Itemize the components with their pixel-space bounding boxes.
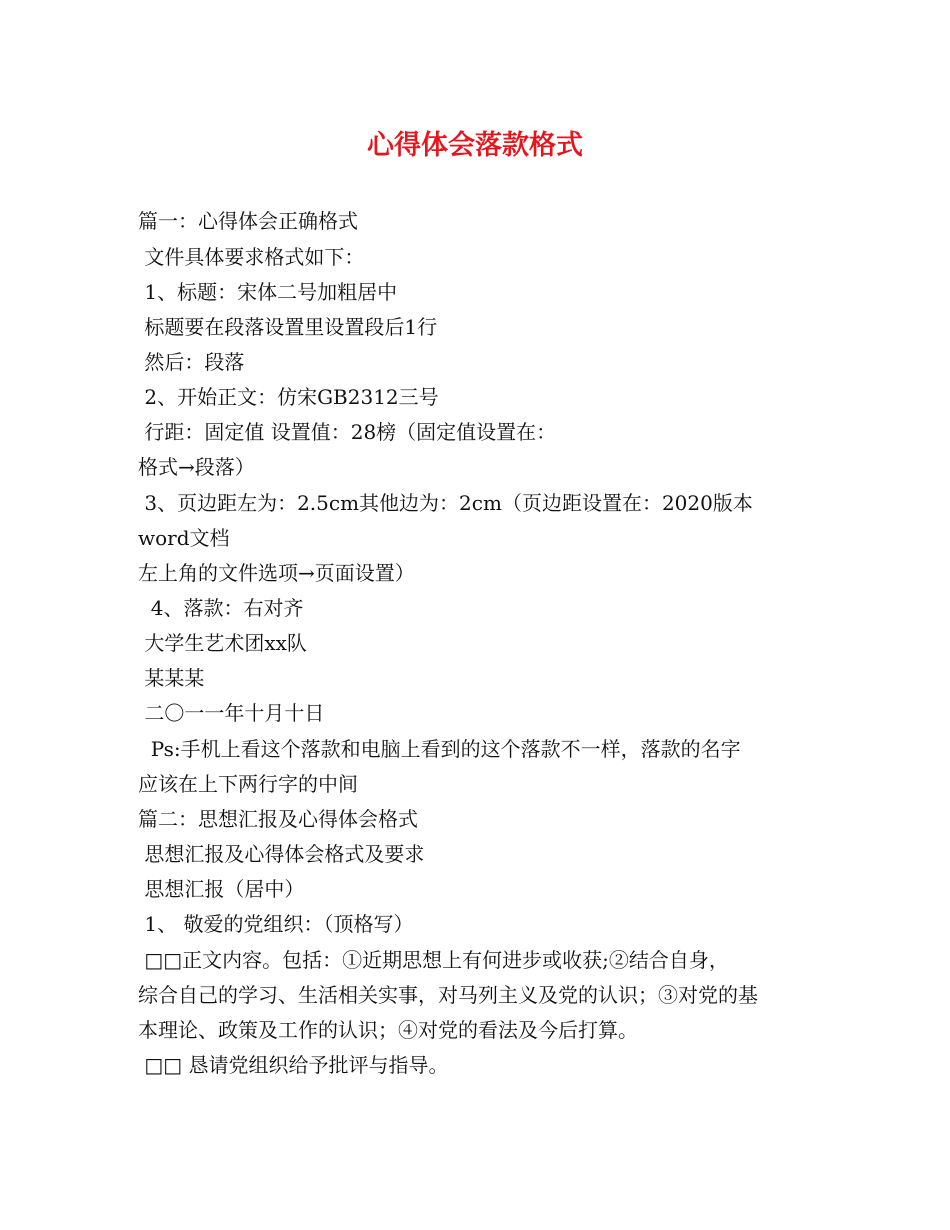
text-line: 思想汇报（居中） <box>138 877 305 901</box>
text-line: 然后：段落 <box>138 350 245 374</box>
text-line: Ps:手机上看这个落款和电脑上看到的这个落款不一样，落款的名字 <box>138 737 741 761</box>
text-line: 左上角的文件选项→页面设置） <box>138 561 415 585</box>
text-line: 1、 敬爱的党组织：（顶格写） <box>138 912 414 936</box>
text-line: 思想汇报及心得体会格式及要求 <box>138 842 425 866</box>
text-line: 2、开始正文：仿宋GB2312三号 <box>138 385 439 409</box>
text-line: 应该在上下两行字的中间 <box>138 772 358 796</box>
text-line: 1、标题：宋体二号加粗居中 <box>138 280 398 304</box>
document-title: 心得体会落款格式 <box>367 130 583 161</box>
text-line: 大学生艺术团xx队 <box>138 631 307 655</box>
text-line: □□正文内容。包括：①近期思想上有何进步或收获;②结合自身， <box>138 948 729 972</box>
text-line: □□ 恳请党组织给予批评与指导。 <box>138 1053 449 1077</box>
text-line: 某某某 <box>138 666 205 690</box>
text-line: 4、落款：右对齐 <box>138 596 304 620</box>
text-line: 行距：固定值 设置值：28榜（固定值设置在： <box>138 420 557 444</box>
text-line: 3、页边距左为：2.5cm其他边为：2cm（页边距设置在：2020版本 <box>138 491 753 515</box>
text-line: 综合自己的学习、生活相关实事，对马列主义及党的认识；③对党的基 <box>138 983 758 1007</box>
text-line: 二〇一一年十月十日 <box>138 701 325 725</box>
text-line: word文档 <box>138 526 230 550</box>
text-line: 格式→段落） <box>138 455 255 479</box>
text-line: 标题要在段落设置里设置段后1行 <box>138 315 438 339</box>
text-line: 本理论、政策及工作的认识；④对党的看法及今后打算。 <box>138 1018 638 1042</box>
text-line: 篇二：思想汇报及心得体会格式 <box>138 807 418 831</box>
text-line: 文件具体要求格式如下： <box>138 245 365 269</box>
text-line: 篇一：心得体会正确格式 <box>138 209 358 233</box>
